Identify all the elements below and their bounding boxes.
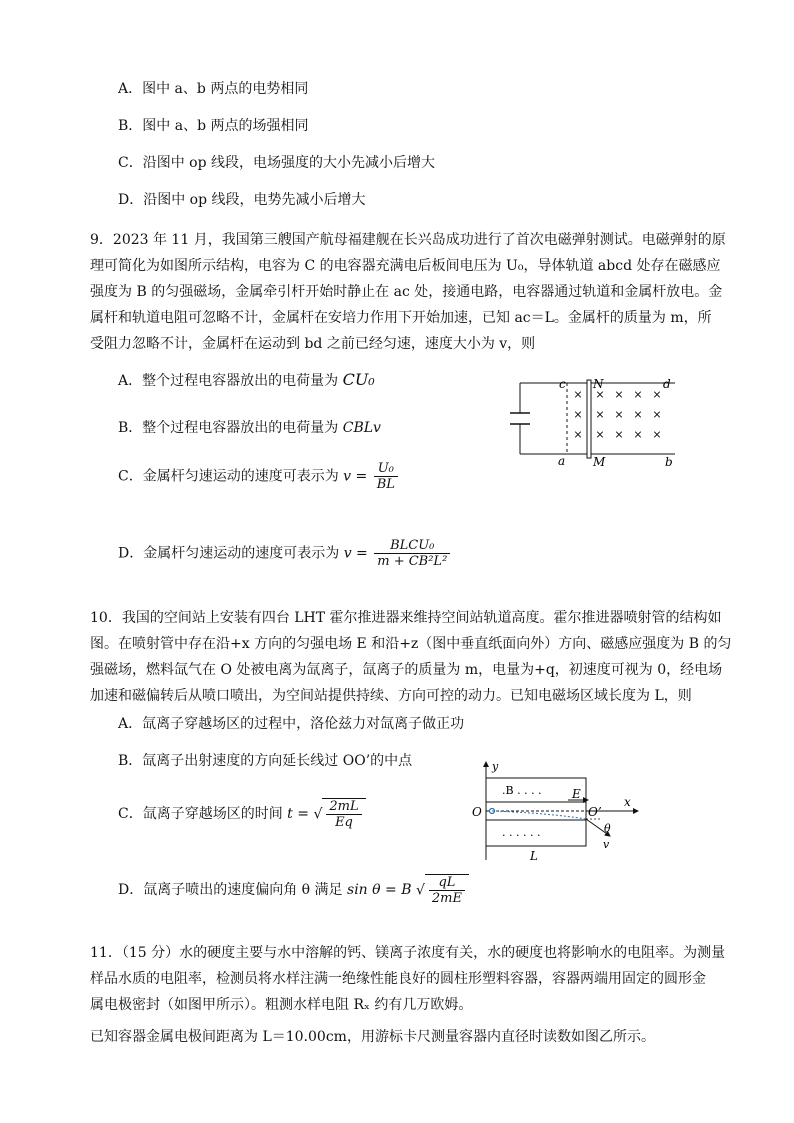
q10-option-c-fraction	[326, 799, 361, 830]
q10-option-d-sqrt: √ $\frac{qL}{2mE}$	[416, 874, 469, 906]
q10-option-d	[118, 874, 469, 906]
q10-label-theta: θ	[604, 822, 611, 835]
q9-option-b-math: CBLv	[342, 420, 381, 436]
q9-field-cross: ×	[614, 388, 624, 401]
q8-option-d: D．沿图中 op 线段，电势先减小后增大	[118, 192, 366, 208]
q10-option-a: A．氙离子穿越场区的过程中，洛伦兹力对氙离子做正功	[118, 716, 465, 732]
q10-stem-line1: 10．我国的空间站上安装有四台 LHT 霍尔推进器来维持空间站轨道高度。霍尔推进器喷射管的结构如	[90, 610, 722, 626]
q10-ion-trajectory	[492, 811, 586, 819]
q10-stem-line3: 强磁场，燃料氙气在 O 处被电离为氙离子，氙离子的质量为 m，电量为+q，初速度可视为 0，经电场	[90, 662, 723, 678]
q9-field-cross: ×	[595, 428, 605, 441]
q9-metal-rod	[587, 380, 591, 458]
q9-option-a	[118, 370, 375, 390]
q8-option-b: B．图中 a、b 两点的场强相同	[118, 118, 309, 134]
q9-field-cross: ×	[652, 388, 662, 401]
q9-option-c-text: C．金属杆匀速运动的速度可表示为	[118, 468, 339, 485]
q9-option-c-lhs: v =	[343, 468, 368, 485]
q9-option-c-numerator: U₀	[377, 461, 394, 476]
q10-stem-line4: 加速和磁偏转后从喷口喷出，为空间站提供持续、方向可控的动力。已知电磁场区域长度为 L，则	[90, 688, 692, 704]
q10-label-b-field: .B . . . .	[502, 784, 542, 797]
q10-label-dots: . . . . . .	[502, 826, 541, 839]
q10-label-y: y	[492, 760, 499, 773]
q9-option-c-denominator: BL	[374, 476, 398, 492]
q9-option-c	[118, 461, 400, 492]
q9-circuit-figure	[505, 372, 685, 472]
q9-field-cross: ×	[652, 428, 662, 441]
q9-option-b	[118, 417, 381, 437]
q9-field-cross: ×	[614, 428, 624, 441]
q9-field-cross: ×	[633, 428, 643, 441]
q11-line2: 样品水质的电阻率，检测员将水样注满一绝缘性能良好的圆柱形塑料容器，容器两端用固定的圆形金	[90, 971, 706, 987]
q10-option-d-lhs: sin θ = B	[347, 882, 412, 898]
q10-option-d-denominator: 2mE	[429, 890, 465, 906]
q11-line4: 已知容器金属电极间距离为 L＝10.00cm，用游标卡尺测量容器内直径时读数如图乙所示。	[90, 1029, 655, 1045]
q9-label-n: N	[593, 377, 604, 391]
q9-option-b-text: B．整个过程电容器放出的电荷量为	[118, 420, 339, 436]
q9-field-cross: ×	[595, 408, 605, 421]
q9-label-m: M	[593, 455, 606, 469]
q10-label-l: L	[530, 849, 538, 863]
q10-option-c-lhs: t =	[287, 806, 309, 822]
q9-field-cross: ×	[573, 428, 583, 441]
q9-stem-line4: 属杆和轨道电阻可忽略不计，金属杆在安培力作用下开始加速，已知 ac＝L。金属杆的质量为 m，所	[90, 310, 712, 326]
q9-label-d: d	[663, 377, 671, 391]
q9-label-b: b	[665, 455, 673, 469]
q10-option-c-text: C．氙离子穿越场区的时间	[118, 806, 283, 822]
q10-label-x: x	[624, 795, 631, 809]
q9-field-cross: ×	[573, 408, 583, 421]
q10-thruster-figure	[468, 756, 648, 868]
q10-option-c-denominator: Eq	[326, 814, 361, 830]
q10-label-e: E	[572, 787, 581, 801]
q11-line1: 11．（15 分）水的硬度主要与水中溶解的钙、镁离子浓度有关，水的硬度也将影响水的电阻率。为测量	[90, 945, 726, 961]
q9-option-a-text: A．整个过程电容器放出的电荷量为	[118, 373, 339, 389]
q10-option-d-fraction	[429, 875, 465, 906]
q10-option-c-sqrt: √ $\frac{2mL}{Eq}$	[313, 798, 365, 830]
q10-option-c-numerator: 2mL	[329, 799, 359, 814]
q9-stem-line3: 强度为 B 的匀强磁场，金属牵引杆开始时静止在 ac 处，接通电路，电容器通过轨道和金属杆放电。金	[90, 284, 723, 300]
q9-stem-line5: 受阻力忽略不计，金属杆在运动到 bd 之前已经匀速，速度大小为 v，则	[90, 336, 536, 352]
q9-field-cross: ×	[595, 388, 605, 401]
q8-option-c: C．沿图中 op 线段，电场强度的大小先减小后增大	[118, 155, 436, 171]
q10-option-d-numerator: qL	[438, 875, 456, 890]
q9-option-a-math: CU₀	[342, 370, 375, 389]
q9-stem-line2: 理可简化为如图所示结构，电容为 C 的电容器充满电后板间电压为 U₀，导体轨道 abcd 处存在磁感应	[90, 258, 721, 274]
q10-option-d-text: D．氙离子喷出的速度偏向角 θ 满足	[118, 882, 343, 898]
q9-field-cross: ×	[614, 408, 624, 421]
q9-option-d	[118, 538, 452, 569]
q10-stem-line2: 图。在喷射管中存在沿+x 方向的匀强电场 E 和沿+z（图中垂直纸面向外）方向、磁感应强度为 B 的匀	[90, 636, 732, 652]
q9-option-d-denominator: m + CB²L²	[374, 553, 450, 569]
q9-label-c: c	[559, 377, 566, 391]
q9-option-c-fraction	[374, 461, 398, 492]
q11-line3: 属电极密封（如图甲所示）。粗测水样电阻 Rₓ 约有几万欧姆。	[90, 997, 473, 1013]
q10-label-o: O	[472, 805, 482, 819]
q8-option-a: A．图中 a、b 两点的电势相同	[118, 81, 309, 97]
q9-stem-line1: 9．2023 年 11 月，我国第三艘国产航母福建舰在长兴岛成功进行了首次电磁弹射测试。电磁弹射的原	[90, 232, 726, 248]
q10-label-v: v	[603, 838, 610, 851]
q9-label-a: a	[558, 454, 566, 468]
q9-option-d-fraction	[374, 538, 450, 569]
q10-option-b: B．氙离子出射速度的方向延长线过 OO’的中点	[118, 753, 413, 769]
q10-label-o-prime: O’	[588, 805, 602, 819]
q10-option-c	[118, 798, 366, 830]
q9-option-d-lhs: v =	[343, 545, 368, 562]
q9-field-cross: ×	[573, 388, 583, 401]
q9-field-cross: ×	[633, 388, 643, 401]
q9-option-d-numerator: BLCU₀	[390, 538, 435, 553]
q9-field-cross: ×	[633, 408, 643, 421]
q9-option-d-text: D．金属杆匀速运动的速度可表示为	[118, 545, 340, 562]
q9-field-cross: ×	[652, 408, 662, 421]
